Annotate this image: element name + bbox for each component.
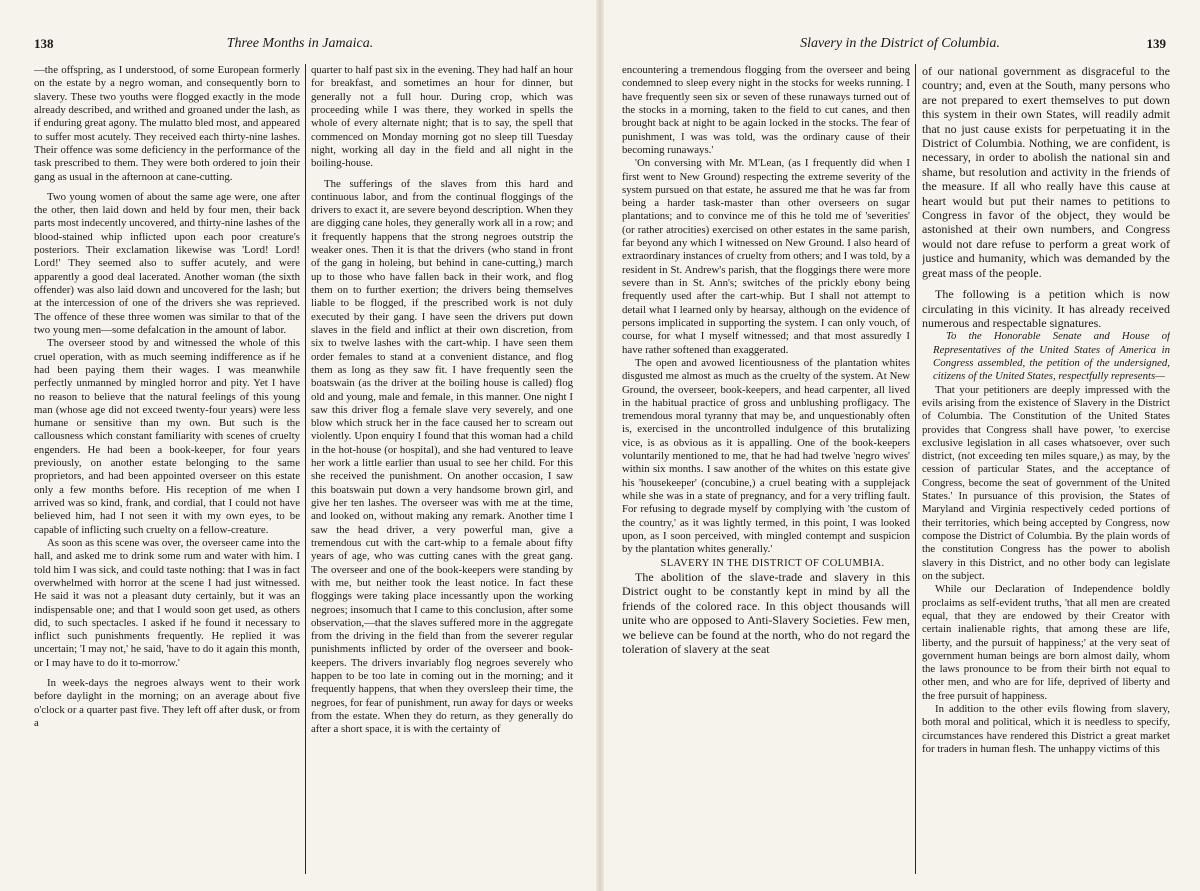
paragraph: That your petitioners are deeply impressed with the evils arising from the existence of Slavery in the District of Columbia. The Constitution of the United States provides that Congress shall have power, 'to exercise exclusive legislation in all cases whatsoever, over such district, (not exceeding ten miles square,) as may, by the cession of particular States, and the acceptance of Congress, become the seat of government of the United States.' In pursuance of this provision, the States of Maryland and Virginia respectively ceded portions of their territories, which being accepted by Congress, now compose the District of Columbia. By the plain words of the constitution Congress has the power to abolish slavery in this District, and no other body can legislate on the subject. xyxy=(922,383,1170,582)
column-divider xyxy=(915,64,916,874)
page-number-right: 139 xyxy=(1146,36,1166,51)
paragraph: encountering a tremendous flogging from the overseer and being condemned to sleep every night in the stocks for weeks running. I have frequently seen six or seven of these runaways turned out of the stocks in a morning, taken to the field to cut canes, and then brought back at night to be again locked in the stocks. The fear of punishment, I was was told, was the ordinary cause of their becoming runaways.' xyxy=(622,64,910,156)
paragraph: In week-days the negroes always went to their work before daylight in the morning; on an average about five o'clock or a quarter past five. They left off after dusk, or from a xyxy=(34,677,300,729)
paragraph: The abolition of the slave-trade and slavery in this District ought to be constantly kept in mind by all the friends of the colored race. In this object thousands will unite who are opposed to Anti-Slavery Societies. Few men, we believe can be found at the north, who do not regard the toleration of slavery at the seat xyxy=(622,569,910,656)
paragraph: The overseer stood by and witnessed the whole of this cruel operation, with as much seeming indifference as if he had been paying them their wages. I was meanwhile perfectly unmanned by mingled horror and pity. Yet I have no reason to believe that the natural feelings of this young man (whose age did not exceed twenty-four years) were less humane or sensitive than my own. But such is the callousness which constant familiarity with scenes of cruelty engenders. He had been a book-keeper, for four years previously, on another estate belonging to the same proprietors, and had been appointed overseer on this estate only a few months before. His reception of me when I arrived was so kind, frank, and cordial, that I could not have believed him, had I not seen it with my own eyes, to be capable of inflicting such cruelty on a fellow-creature. xyxy=(34,337,300,536)
paragraph: In addition to the other evils flowing from slavery, both moral and political, which it is needless to specify, circumstances have rendered this District a great market for traders in human flesh. The unhappy victims of this xyxy=(922,703,1170,755)
paragraph: Two young women of about the same age were, one after the other, then laid down and held by four men, their back parts most indecently uncovered, and thirty-nine lashes of the blood-stained whip inflicted upon each poor creature's posteriors. Their exclamation likewise was 'Lord! Lord! Lord!' They seemed also to suffer acutely, and were apparently a good deal lacerated. Another woman (the sixth offender) was also laid down and uncovered for the lash; but at the intercession of one of the drivers she was reprieved. The offence of these three women was similar to that of the two young men—some defalcation in the amount of labor. xyxy=(34,190,300,336)
paragraph: The open and avowed licentiousness of the plantation whites disgusted me almost as much as the cruelty of the system. At New Ground, the overseer, book-keepers, and head carpenter, all lived in the habitual practice of gross and unblushing profligacy. The tremendous moral tyranny that may be, and unquestionably often is, exercised in the uncontrolled indulgence of this brutalizing vice, is as obvious as it is appalling. One of the book-keepers voluntarily mentioned to me, that he had had twelve 'negro wives' within six months. I saw another of the whites on this estate give his 'housekeeper' (concubine,) a cruel beating with a supplejack while she was in a state of pregnancy, and for a very trifling fault. For refusing to degrade myself by complying with 'the custom of the country,' as it was lightly termed, in this point, I was looked upon, as I soon perceived, with mingled contempt and suspicion by the plantation whites generally.' xyxy=(622,356,910,556)
paragraph: While our Declaration of Independence boldly proclaims as self-evident truths, 'that all men are created equal, that they are endowed by their Creator with certain inalienable rights, that among these are life, liberty, and the pursuit of happiness;' at the very seat of government human beings are born almost daily, whom the laws pronounce to be from their birth not equal to other men, and who are for life, deprived of liberty and the free pursuit of happiness. xyxy=(922,583,1170,702)
running-title-right: Slavery in the District of Columbia. xyxy=(800,36,1000,51)
page-number-left: 138 xyxy=(34,36,54,51)
left-column-2 xyxy=(311,64,573,876)
running-title-left: Three Months in Jamaica. xyxy=(226,36,374,51)
paragraph: As soon as this scene was over, the overseer came into the hall, and asked me to drink some rum and water with him. I told him I was sick, and could taste nothing: that I was in fact overwhelmed with horror at the scene I had just witnessed. He said it was not a pleasant duty certainly, but it was an indispensable one; and that I would soon get used, as others did, to such spectacles. I asked if he found it necessary to inflict such punishments frequently. He replied it was uncertain; 'I may not,' he said, 'have to do it again this month, or I may have to do it to-morrow.' xyxy=(34,536,300,669)
left-column-1 xyxy=(34,64,300,876)
paragraph: of our national government as disgraceful to the country; and, even at the South, many persons who are not prepared to exert themselves to put down this system in their own States, will readily admit that no just cause exists for perpetuating it in the District of Columbia. Nothing, we are confident, is necessary, in order to abolish the national sin and shame, but resolution and activity in the friends of the measure. If all who really have this cause at heart would but put their names to petitions to Congress in favor of the object, they would be astonished at their own numbers, and Congress would not dare refuse to perform a great work of justice and humanity, which was demanded by the great mass of the people. xyxy=(922,64,1170,280)
right-column-1 xyxy=(622,64,910,876)
section-heading: SLAVERY IN THE DISTRICT OF COLUMBIA. xyxy=(660,557,885,569)
paragraph: —the offspring, as I understood, of some European formerly on the estate by a negro woman, and consequently born to slavery. These two youths were flogged exactly in the mode already described, and writhed and groaned under the lash, as if enduring great agony. The mulatto bled most, and appeared to suffer most acutely. They received each thirty-nine lashes. Their offence was some deficiency in the performance of the task prescribed to them. They were both ordered to join their gang as usual in the afternoon at cane-cutting. xyxy=(34,64,300,183)
right-column-2 xyxy=(922,64,1170,876)
paragraph: 'On conversing with Mr. M'Lean, (as I frequently did when I first went to New Ground) respecting the extreme severity of the system pursued on that estate, he assured me that he was far from being a harder task-master than other overseers on sugar plantations; and to convince me of this he told me of 'severities' (or rather atrocities) exercised on other estates in the same parish, far beyond any which I witnessed on New Ground. I also heard of extraordinary instances of cruelty from others; and I was told, by a resident in St. Andrew's parish, that the floggings there were more severe than in St. Ann's; switches of the prickly ebony being frequently used after the cart-whip. But I shall not attempt to detail what I learned only by hearsay, although on the evidence of persons implicated in supporting the system. I can only vouch, of course, for what I myself witnessed; and that most assuredly I have rather softened than exaggerated. xyxy=(622,157,910,356)
column-divider xyxy=(305,64,306,874)
right-page xyxy=(600,0,1200,891)
paragraph: quarter to half past six in the evening. They had half an hour for breakfast, and sometimes an hour for dinner, but generally not a full hour. During crop, which was proceeding while I was there, they worked in spells the whole of every alternate night; that is to say, the spell that commenced on Monday morning got no sleep till Tuesday night, working all day in the field and all night in the boiling-house. xyxy=(311,64,573,170)
paragraph: The following is a petition which is now circulating in this vicinity. It has already received numerous and respectable signatures. xyxy=(922,287,1170,330)
paragraph: The sufferings of the slaves from this hard and continuous labor, and from the continual floggings of the drivers to exact it, are severe beyond description. When they are digging cane holes, they generally work all in a row; and it frequently happens that the strong negroes outstrip the weaker ones. Then it is that the drivers (who stand in front of the gang in holeing, but behind in cane-cutting,) march up to those who have fallen back in their work, and flog them on to further exertion; the drivers being themselves liable to be flogged, if the prescribed work is not duly executed by their gang. I have seen the drivers put down slaves in the field and inflict at their own discretion, from six to twelve lashes with the cart-whip. I have seen them order females to stand at a convenient distance, and flog them as long as they saw fit. I have frequently seen the boatswain (as the driver at the boiling house is called) flog old and young, male and female, in this manner. One night I saw this driver flog a female slave very severely, and one blow which struck her in the face caused her to scream out violently. Upon enquiry I found that this woman had a child in the hot-house (or hospital), and she had ventured to leave her work a little earlier than usual to see her child. For this she received the punishment. On another occasion, I saw this boatswain put down a very handsome brown girl, and give her ten lashes. The overseer was with me at the time, and looked on, without making any remark. Another time I saw the head driver, a very powerful man, give a tremendous cut with the cart-whip to a female about fifty years of age, who was cutting canes with the great gang. The overseer and one of the book-keepers were standing by with me, but neither took the least notice. In fact these floggings were taking place incessantly upon the working negroes; insomuch that I came to this conclusion, after some observation,—that the slaves suffered more in the aggregate from the driving in the field than from the severer regular punishments inflicted by order of the overseer and book-keepers. The drivers invariably flog negroes severely who happen to be too late in coming out in the morning; and it frequently happens, that when they oversleep their time, the negroes, for fear of punishment, run away for days or weeks from the estate. When they do return, as they generally do after a short space, it is with the certainty of xyxy=(311,177,573,736)
petition-address: To the Honorable Senate and House of Representatives of the United States of America in Congress assembled, the petition of the undersigned, citizens of the United States, respectfully represents— xyxy=(933,330,1170,383)
